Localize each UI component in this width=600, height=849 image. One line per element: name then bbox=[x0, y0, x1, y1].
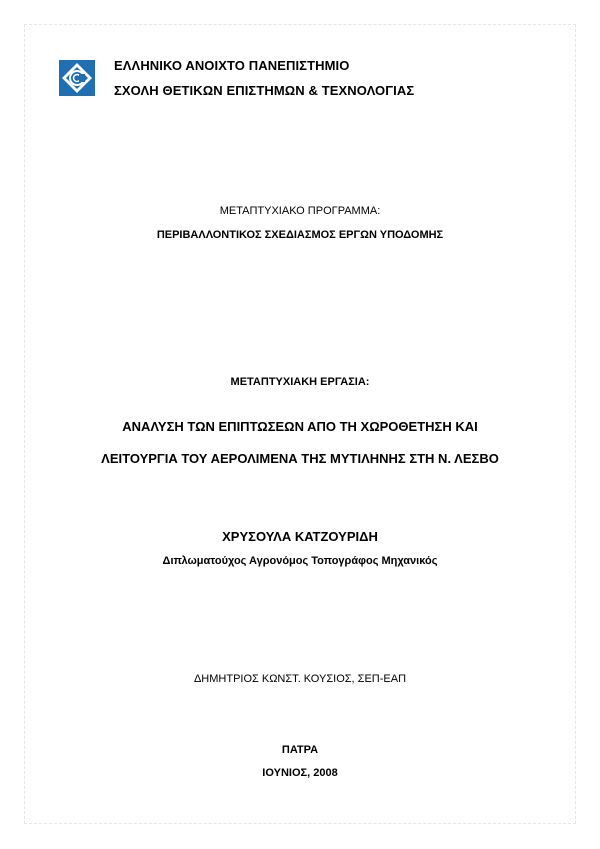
thesis-title-line1: ΑΝΑΛΥΣΗ ΤΩΝ ΕΠΙΠΤΩΣΕΩΝ ΑΠΟ ΤΗ ΧΩΡΟΘΕΤΗΣΗ ΚΑΙ bbox=[122, 419, 478, 434]
author-name: ΧΡΥΣΟΥΛΑ ΚΑΤΖΟΥΡΙΔΗ bbox=[222, 529, 378, 544]
school-name: ΣΧΟΛΗ ΘΕΤΙΚΩΝ ΕΠΙΣΤΗΜΩΝ & ΤΕΧΝΟΛΟΓΙΑΣ bbox=[114, 83, 415, 98]
program-name: ΠΕΡΙΒΑΛΛΟΝΤΙΚΟΣ ΣΧΕΔΙΑΣΜΟΣ ΕΡΓΩΝ ΥΠΟΔΟΜΗΣ bbox=[156, 229, 444, 241]
thesis-label: ΜΕΤΑΠΤΥΧΙΑΚΗ ΕΡΓΑΣΙΑ: bbox=[230, 376, 370, 388]
city: ΠΑΤΡΑ bbox=[281, 744, 319, 756]
supervisor: ΔΗΜΗΤΡΙΟΣ ΚΩΝΣΤ. ΚΟΥΣΙΟΣ, ΣΕΠ-ΕΑΠ bbox=[193, 673, 407, 685]
university-logo-icon bbox=[59, 60, 95, 96]
date: ΙΟΥΝΙΟΣ, 2008 bbox=[262, 767, 338, 779]
author-degree: Διπλωματούχος Αγρονόμος Τοπογράφος Μηχανικός bbox=[162, 555, 438, 567]
institution-name: ΕΛΛΗΝΙΚΟ ΑΝΟΙΧΤΟ ΠΑΝΕΠΙΣΤΗΜΙΟ bbox=[114, 58, 350, 73]
program-label: ΜΕΤΑΠΤΥΧΙΑΚΟ ΠΡΟΓΡΑΜΜΑ: bbox=[219, 205, 381, 217]
thesis-title-line2: ΛΕΙΤΟΥΡΓΙΑ ΤΟΥ ΑΕΡΟΛΙΜΕΝΑ ΤΗΣ ΜΥΤΙΛΗΝΗΣ ΣΤΗ Ν. ΛΕΣΒΟ bbox=[101, 451, 499, 466]
